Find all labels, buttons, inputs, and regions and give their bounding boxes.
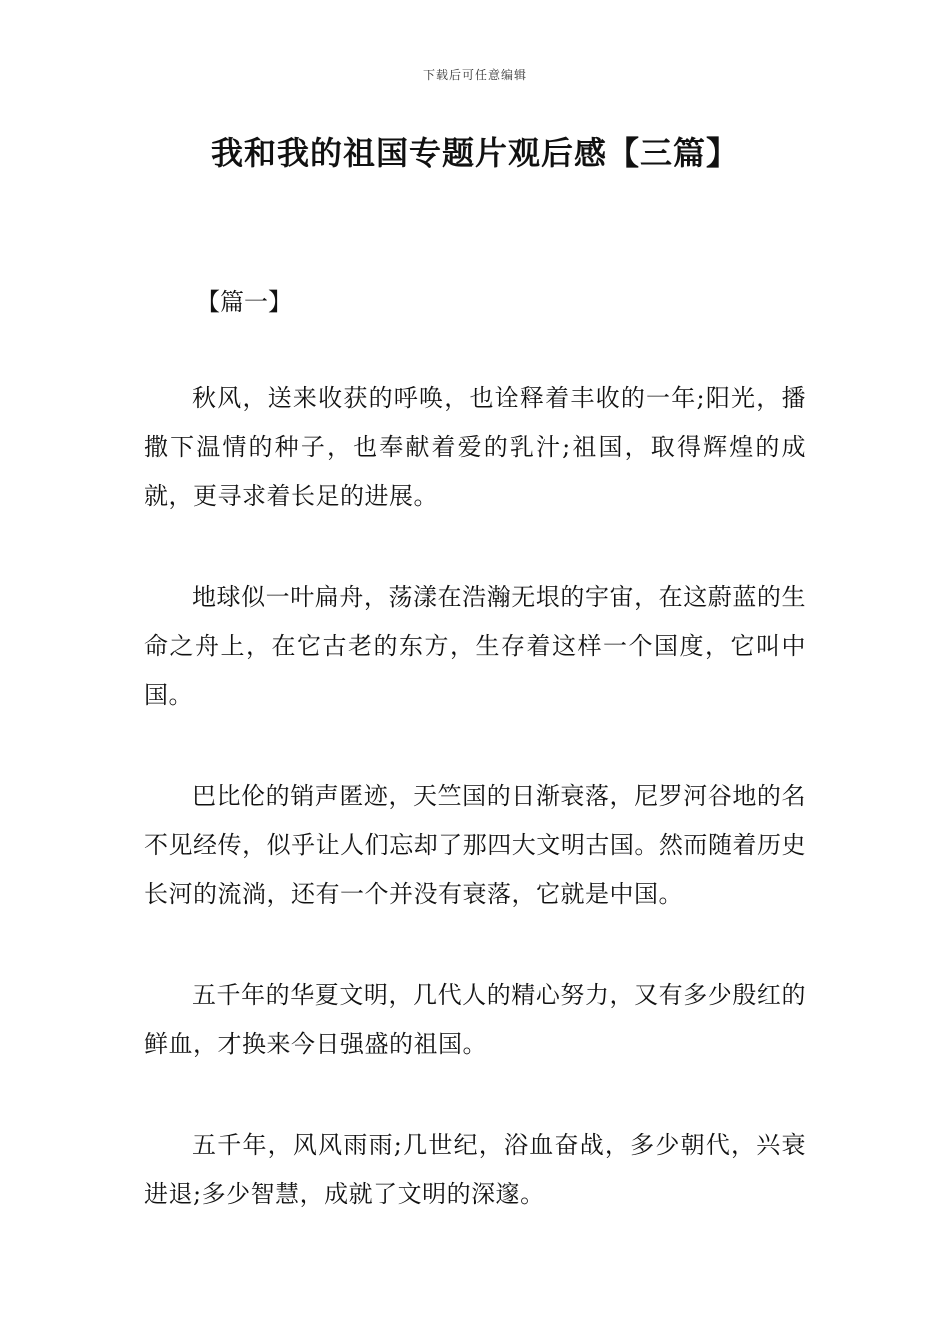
document-title: 我和我的祖国专题片观后感【三篇】 bbox=[210, 134, 739, 172]
section-label: 【篇一】 bbox=[196, 288, 292, 316]
paragraph-5: 五千年，风风雨雨;几世纪，浴血奋战，多少朝代，兴衰进退;多少智慧，成就了文明的深邃。 bbox=[144, 1131, 806, 1208]
paragraph-4: 五千年的华夏文明，几代人的精心努力，又有多少殷红的鲜血，才换来今日强盛的祖国。 bbox=[144, 981, 806, 1058]
header-note: 下载后可任意编辑 bbox=[422, 68, 527, 82]
paragraph-1: 秋风，送来收获的呼唤，也诠释着丰收的一年;阳光，播撒下温情的种子，也奉献着爱的乳汁;祖国，取得辉煌的成就，更寻求着长足的进展。 bbox=[144, 384, 806, 510]
document-body bbox=[144, 374, 806, 1271]
paragraph-3: 巴比伦的销声匿迹，天竺国的日渐衰落，尼罗河谷地的名不见经传，似乎让人们忘却了那四大文明古国。然而随着历史长河的流淌，还有一个并没有衰落，它就是中国。 bbox=[144, 782, 806, 908]
paragraph-2: 地球似一叶扁舟，荡漾在浩瀚无垠的宇宙，在这蔚蓝的生命之舟上，在它古老的东方，生存着这样一个国度，它叫中国。 bbox=[144, 583, 806, 709]
